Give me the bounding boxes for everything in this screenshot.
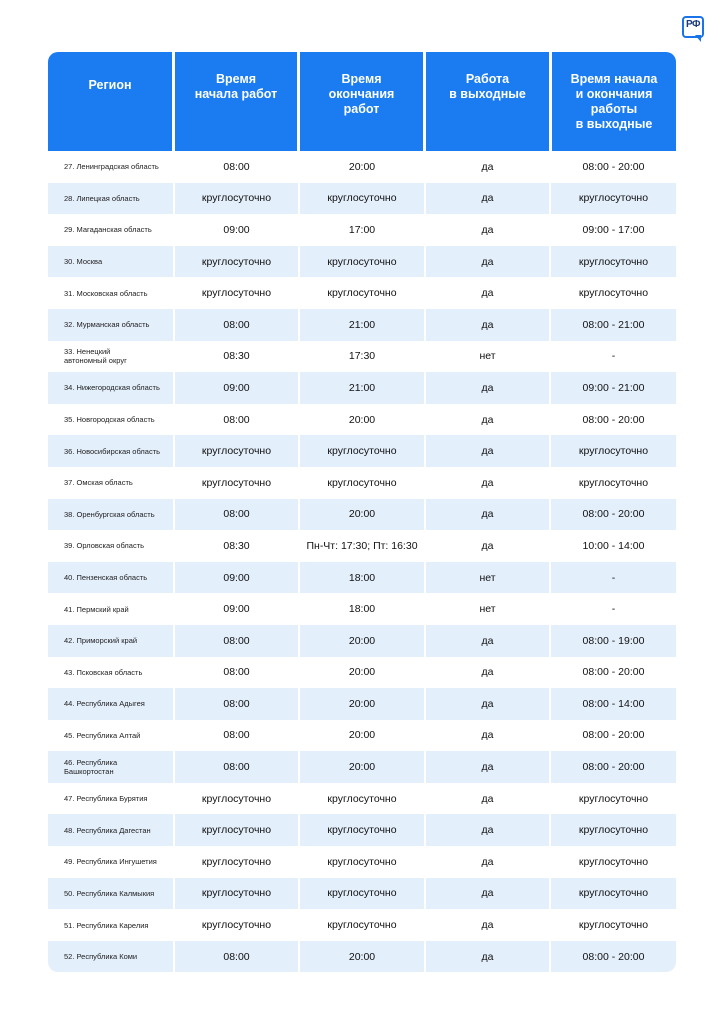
cell-weekend-hours: круглосуточно bbox=[549, 878, 676, 910]
cell-region: 49. Республика Ингушетия bbox=[64, 857, 157, 867]
cell-end-time: круглосуточно bbox=[298, 846, 424, 878]
cell-start-time: 09:00 bbox=[173, 372, 298, 404]
cell-weekend-hours: 08:00 - 20:00 bbox=[549, 151, 676, 183]
cell-start-time: 08:00 bbox=[173, 688, 298, 720]
cell-weekend-hours: круглосуточно bbox=[549, 246, 676, 278]
cell-end-time: 20:00 bbox=[298, 720, 424, 752]
table-row bbox=[48, 814, 676, 846]
cell-start-time: 08:00 bbox=[173, 499, 298, 531]
cell-end-time: 20:00 bbox=[298, 499, 424, 531]
cell-end-time: круглосуточно bbox=[298, 909, 424, 941]
cell-region: 42. Приморский край bbox=[64, 636, 138, 646]
cell-weekend-hours: 08:00 - 19:00 bbox=[549, 625, 676, 657]
cell-weekend-work: да bbox=[424, 878, 549, 910]
cell-weekend-work: да bbox=[424, 467, 549, 499]
cell-region: 39. Орловская область bbox=[64, 541, 145, 551]
table-row bbox=[48, 688, 676, 720]
cell-region: 40. Пензенская область bbox=[64, 573, 148, 583]
cell-end-time: 17:30 bbox=[298, 341, 424, 373]
logo-text: РФ bbox=[685, 19, 701, 30]
cell-region: 34. Нижегородская область bbox=[64, 383, 160, 393]
cell-weekend-hours: круглосуточно bbox=[549, 435, 676, 467]
cell-start-time: 08:00 bbox=[173, 657, 298, 689]
cell-region: 48. Республика Дагестан bbox=[64, 825, 151, 835]
cell-weekend-work: да bbox=[424, 909, 549, 941]
cell-end-time: 20:00 bbox=[298, 688, 424, 720]
cell-weekend-work: да bbox=[424, 530, 549, 562]
cell-region: 41. Пермский край bbox=[64, 604, 129, 614]
cell-weekend-work: да bbox=[424, 783, 549, 815]
cell-weekend-hours: 08:00 - 21:00 bbox=[549, 309, 676, 341]
cell-weekend-work: да bbox=[424, 846, 549, 878]
cell-region: 37. Омская область bbox=[64, 478, 133, 488]
cell-weekend-work: нет bbox=[424, 341, 549, 373]
cell-start-time: 08:00 bbox=[173, 309, 298, 341]
cell-weekend-hours: круглосуточно bbox=[549, 467, 676, 499]
table-row bbox=[48, 751, 676, 783]
cell-weekend-work: да bbox=[424, 814, 549, 846]
cell-weekend-hours: 08:00 - 20:00 bbox=[549, 499, 676, 531]
cell-weekend-work: да bbox=[424, 214, 549, 246]
cell-start-time: 09:00 bbox=[173, 562, 298, 594]
table-row bbox=[48, 499, 676, 531]
header-end-time: Время окончания работ bbox=[300, 52, 423, 151]
cell-region: 50. Республика Калмыкия bbox=[64, 888, 155, 898]
cell-weekend-hours: 10:00 - 14:00 bbox=[549, 530, 676, 562]
cell-end-time: 20:00 bbox=[298, 941, 424, 973]
cell-region: 38. Оренбургская область bbox=[64, 509, 155, 519]
cell-start-time: 08:00 bbox=[173, 404, 298, 436]
cell-start-time: круглосуточно bbox=[173, 909, 298, 941]
table-row bbox=[48, 183, 676, 215]
table-row bbox=[48, 214, 676, 246]
cell-weekend-hours: 09:00 - 17:00 bbox=[549, 214, 676, 246]
cell-region: 51. Республика Карелия bbox=[64, 920, 149, 930]
cell-region: 36. Новосибирская область bbox=[64, 446, 161, 456]
table-body bbox=[48, 151, 676, 972]
cell-weekend-work: да bbox=[424, 404, 549, 436]
cell-region: 33. Ненецкий автономный округ bbox=[64, 347, 127, 366]
table-row bbox=[48, 277, 676, 309]
cell-region: 52. Республика Коми bbox=[64, 952, 138, 962]
cell-region: 43. Псковская область bbox=[64, 667, 143, 677]
cell-start-time: 08:00 bbox=[173, 151, 298, 183]
cell-start-time: 08:30 bbox=[173, 341, 298, 373]
cell-start-time: 08:30 bbox=[173, 530, 298, 562]
cell-weekend-work: да bbox=[424, 309, 549, 341]
table-row bbox=[48, 657, 676, 689]
table-row bbox=[48, 625, 676, 657]
table-row bbox=[48, 783, 676, 815]
cell-start-time: круглосуточно bbox=[173, 246, 298, 278]
cell-region: 35. Новгородская область bbox=[64, 415, 155, 425]
table-row bbox=[48, 720, 676, 752]
cell-weekend-work: нет bbox=[424, 562, 549, 594]
cell-start-time: круглосуточно bbox=[173, 814, 298, 846]
cell-start-time: круглосуточно bbox=[173, 435, 298, 467]
table-row bbox=[48, 846, 676, 878]
cell-weekend-hours: 09:00 - 21:00 bbox=[549, 372, 676, 404]
cell-weekend-hours: 08:00 - 20:00 bbox=[549, 941, 676, 973]
cell-weekend-hours: 08:00 - 20:00 bbox=[549, 751, 676, 783]
cell-region: 46. Республика Башкортостан bbox=[64, 758, 118, 777]
cell-weekend-hours: 08:00 - 20:00 bbox=[549, 657, 676, 689]
cell-region: 47. Республика Бурятия bbox=[64, 794, 148, 804]
cell-start-time: 09:00 bbox=[173, 214, 298, 246]
table-row bbox=[48, 593, 676, 625]
table-header bbox=[48, 52, 676, 151]
cell-weekend-work: да bbox=[424, 657, 549, 689]
cell-start-time: 08:00 bbox=[173, 941, 298, 973]
cell-end-time: 20:00 bbox=[298, 625, 424, 657]
cell-end-time: круглосуточно bbox=[298, 435, 424, 467]
cell-weekend-work: да bbox=[424, 688, 549, 720]
cell-end-time: круглосуточно bbox=[298, 183, 424, 215]
cell-region: 45. Республика Алтай bbox=[64, 730, 141, 740]
cell-weekend-work: да bbox=[424, 151, 549, 183]
cell-end-time: 21:00 bbox=[298, 309, 424, 341]
cell-weekend-hours: круглосуточно bbox=[549, 783, 676, 815]
cell-weekend-hours: - bbox=[549, 593, 676, 625]
cell-start-time: круглосуточно bbox=[173, 878, 298, 910]
cell-end-time: 20:00 bbox=[298, 657, 424, 689]
cell-weekend-hours: - bbox=[549, 341, 676, 373]
table-row bbox=[48, 151, 676, 183]
cell-end-time: Пн-Чт: 17:30; Пт: 16:30 bbox=[298, 530, 424, 562]
table-row bbox=[48, 530, 676, 562]
header-weekend-work: Работа в выходные bbox=[426, 52, 549, 151]
cell-region: 31. Московская область bbox=[64, 288, 148, 298]
cell-start-time: круглосуточно bbox=[173, 467, 298, 499]
header-region: Регион bbox=[48, 52, 172, 151]
cell-weekend-work: да bbox=[424, 751, 549, 783]
cell-start-time: круглосуточно bbox=[173, 783, 298, 815]
table-row bbox=[48, 941, 676, 973]
table-row bbox=[48, 467, 676, 499]
cell-weekend-work: да bbox=[424, 720, 549, 752]
cell-end-time: 18:00 bbox=[298, 562, 424, 594]
cell-end-time: 20:00 bbox=[298, 751, 424, 783]
cell-region: 29. Магаданская область bbox=[64, 225, 152, 235]
cell-weekend-hours: - bbox=[549, 562, 676, 594]
table-row bbox=[48, 435, 676, 467]
cell-start-time: 08:00 bbox=[173, 720, 298, 752]
cell-region: 30. Москва bbox=[64, 257, 103, 267]
cell-end-time: 17:00 bbox=[298, 214, 424, 246]
cell-weekend-hours: 08:00 - 14:00 bbox=[549, 688, 676, 720]
table-row bbox=[48, 372, 676, 404]
cell-weekend-hours: круглосуточно bbox=[549, 814, 676, 846]
cell-weekend-work: нет bbox=[424, 593, 549, 625]
table-row bbox=[48, 878, 676, 910]
regions-schedule-table bbox=[48, 52, 676, 972]
table-row bbox=[48, 562, 676, 594]
cell-weekend-work: да bbox=[424, 499, 549, 531]
header-start-time: Время начала работ bbox=[175, 52, 297, 151]
cell-start-time: 08:00 bbox=[173, 625, 298, 657]
cell-region: 32. Мурманская область bbox=[64, 320, 150, 330]
cell-weekend-hours: круглосуточно bbox=[549, 183, 676, 215]
cell-start-time: 08:00 bbox=[173, 751, 298, 783]
cell-weekend-hours: 08:00 - 20:00 bbox=[549, 720, 676, 752]
cell-end-time: 20:00 bbox=[298, 404, 424, 436]
cell-region: 27. Ленинградская область bbox=[64, 162, 159, 172]
cell-end-time: 21:00 bbox=[298, 372, 424, 404]
cell-weekend-work: да bbox=[424, 625, 549, 657]
cell-weekend-hours: круглосуточно bbox=[549, 909, 676, 941]
cell-end-time: круглосуточно bbox=[298, 814, 424, 846]
cell-weekend-hours: круглосуточно bbox=[549, 277, 676, 309]
cell-end-time: круглосуточно bbox=[298, 878, 424, 910]
logo-speech-tail bbox=[695, 35, 701, 42]
cell-weekend-work: да bbox=[424, 183, 549, 215]
cell-weekend-work: да bbox=[424, 246, 549, 278]
cell-weekend-hours: круглосуточно bbox=[549, 846, 676, 878]
table-row bbox=[48, 909, 676, 941]
cell-end-time: 20:00 bbox=[298, 151, 424, 183]
cell-weekend-work: да bbox=[424, 435, 549, 467]
cell-weekend-hours: 08:00 - 20:00 bbox=[549, 404, 676, 436]
cell-region: 28. Липецкая область bbox=[64, 193, 140, 203]
cell-start-time: круглосуточно bbox=[173, 846, 298, 878]
cell-weekend-work: да bbox=[424, 277, 549, 309]
cell-region: 44. Республика Адыгея bbox=[64, 699, 145, 709]
rf-logo bbox=[682, 16, 708, 42]
cell-end-time: 18:00 bbox=[298, 593, 424, 625]
cell-start-time: круглосуточно bbox=[173, 277, 298, 309]
cell-start-time: 09:00 bbox=[173, 593, 298, 625]
table-row bbox=[48, 309, 676, 341]
cell-end-time: круглосуточно bbox=[298, 277, 424, 309]
cell-weekend-work: да bbox=[424, 941, 549, 973]
table-row bbox=[48, 246, 676, 278]
cell-weekend-work: да bbox=[424, 372, 549, 404]
table-row bbox=[48, 341, 676, 373]
table-row bbox=[48, 404, 676, 436]
header-weekend-hours: Время начала и окончания работы в выходные bbox=[552, 52, 676, 151]
cell-end-time: круглосуточно bbox=[298, 246, 424, 278]
cell-end-time: круглосуточно bbox=[298, 467, 424, 499]
cell-start-time: круглосуточно bbox=[173, 183, 298, 215]
cell-end-time: круглосуточно bbox=[298, 783, 424, 815]
